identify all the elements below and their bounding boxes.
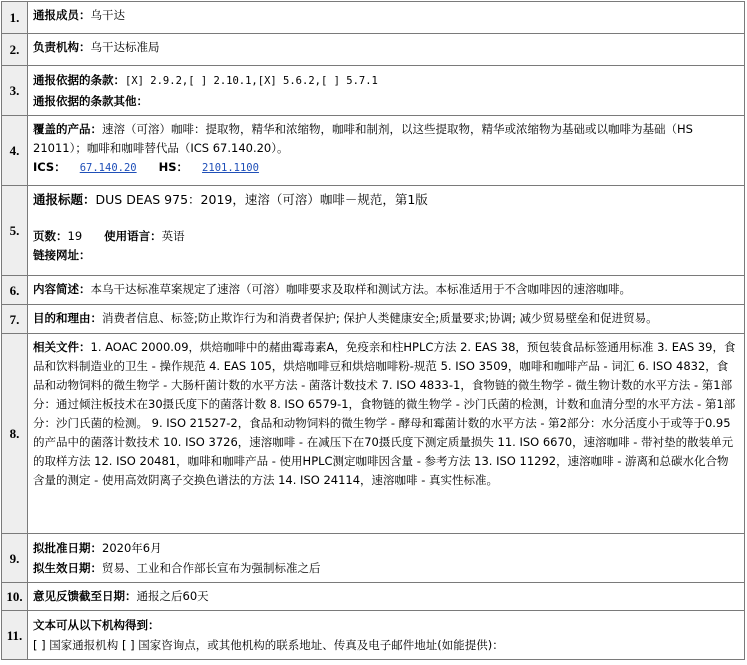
row-7	[2, 305, 745, 334]
agency-value: 乌干达标准局	[90, 40, 160, 54]
adoption-date-label: 拟批准日期：	[33, 541, 102, 555]
row-number: 4.	[2, 116, 28, 186]
row-11	[2, 611, 745, 660]
row-number: 8.	[2, 334, 28, 534]
products-value: 速溶（可溶）咖啡：提取物，精华和浓缩物，咖啡和制剂，以这些提取物，精华或浓缩物为基础或以咖啡为基础（HS 21011）；咖啡和咖啡替代品（ICS 67.140.20）。	[33, 122, 693, 155]
availability-value: [ ] 国家通报机构 [ ] 国家咨询点，或其他机构的联系地址、传真及电子邮件地址(如能提供)：	[33, 638, 504, 652]
dates-cell	[28, 534, 745, 583]
row-2	[2, 34, 745, 66]
notification-table	[1, 1, 745, 660]
row-number: 3.	[2, 66, 28, 116]
member-label: 通报成员：	[33, 8, 91, 22]
hs-label: HS：	[158, 160, 189, 174]
deadline-cell	[28, 583, 745, 611]
deadline-label: 意见反馈截至日期：	[33, 589, 137, 603]
title-cell	[28, 186, 745, 276]
objective-label: 目的和理由：	[33, 311, 102, 325]
description-cell	[28, 276, 745, 305]
language-label: 使用语言：	[104, 229, 162, 243]
documents-value: 1. AOAC 2000.09，烘焙咖啡中的赭曲霉毒素A，免疫亲和柱HPLC方法 2. EAS 38，预包装食品标签通用标准 3. EAS 39，食品和饮料制造业的卫生 - 操作规范 4. EAS 105，烘焙咖啡豆和烘焙咖啡粉-规范 5. ISO 3509，咖啡和咖啡产品 - 词汇 6. ISO 4832，食品和动物饲料的微生物学 - 大肠杆菌计数的水平方法 - 菌落计数技术 7. ISO 4833-1，食物链的微生物学 - 微生物计数的水平方法 - 第1部分：通过倾注板技术在30摄氏度下的菌落计数 8. ISO 6579-1，食物链的微生物学 - 沙门氏菌的检测，计数和血清分型的水平方法 - 第1部分：沙门氏菌的检测。 9. ISO 21527-2，食品和动物饲料的微生物学 - 酵母和霉菌计数的水平方法 - 第2部分：水分活度小于或等于0.95的产品中的菌落计数技术 10. ISO 3726，速溶咖啡 - 在减压下在70摄氏度下测定质量损失 11. ISO 6670，速溶咖啡 - 带衬垫的散装单元的取样方法 12. ISO 20481，咖啡和咖啡产品 - 使用HPLC测定咖啡因含量 - 参考方法 13. ISO 11292，速溶咖啡 - 游离和总碳水化合物含量的测定 - 使用高效阴离子交换色谱法的方法 14. ISO 24114，速溶咖啡 - 真实性标准。	[33, 340, 736, 487]
row-3	[2, 66, 745, 116]
ics-link[interactable]: 67.140.20	[79, 162, 137, 174]
row-number: 7.	[2, 305, 28, 334]
effective-date-value: 贸易、工业和合作部长宣布为强制标准之后	[102, 561, 321, 575]
deadline-value: 通报之后60天	[136, 589, 209, 603]
documents-cell	[28, 334, 745, 534]
hs-link[interactable]: 2101.1100	[202, 162, 259, 174]
articles-other-label: 通报依据的条款其他：	[33, 94, 148, 108]
row-8	[2, 334, 745, 534]
row-10	[2, 583, 745, 611]
effective-date-label: 拟生效日期：	[33, 561, 102, 575]
title-label: 通报标题：	[33, 192, 96, 207]
title-value: DUS DEAS 975：2019，速溶（可溶）咖啡－规范，第1版	[95, 192, 428, 207]
articles-cell	[28, 66, 745, 116]
products-cell	[28, 116, 745, 186]
adoption-date-value: 2020年6月	[102, 541, 162, 555]
objective-cell	[28, 305, 745, 334]
pages-value: 19	[67, 229, 83, 243]
row-number: 2.	[2, 34, 28, 66]
documents-label: 相关文件：	[33, 340, 91, 354]
availability-label: 文本可从以下机构得到：	[33, 618, 160, 632]
member-value: 乌干达	[90, 8, 125, 22]
objective-value: 消费者信息、标签;防止欺诈行为和消费者保护; 保护人类健康安全;质量要求;协调; 减少贸易壁垒和促进贸易。	[102, 311, 658, 325]
row-number: 5.	[2, 186, 28, 276]
link-label: 链接网址：	[33, 248, 91, 262]
row-1	[2, 2, 745, 34]
language-value: 英语	[161, 229, 185, 243]
member-cell	[28, 2, 745, 34]
row-number: 6.	[2, 276, 28, 305]
availability-cell	[28, 611, 745, 660]
ics-label: ICS：	[33, 160, 66, 174]
pages-label: 页数：	[33, 229, 68, 243]
row-6	[2, 276, 745, 305]
articles-label: 通报依据的条款：	[33, 73, 125, 87]
row-5	[2, 186, 745, 276]
articles-value: [X] 2.9.2,[ ] 2.10.1,[X] 5.6.2,[ ] 5.7.1	[125, 75, 378, 87]
row-number: 1.	[2, 2, 28, 34]
row-number: 9.	[2, 534, 28, 583]
description-label: 内容简述：	[33, 282, 91, 296]
description-value: 本乌干达标准草案规定了速溶（可溶）咖啡要求及取样和测试方法。本标准适用于不含咖啡因的速溶咖啡。	[90, 282, 631, 296]
row-number: 11.	[2, 611, 28, 660]
row-4	[2, 116, 745, 186]
row-number: 10.	[2, 583, 28, 611]
agency-label: 负责机构：	[33, 40, 91, 54]
agency-cell	[28, 34, 745, 66]
products-label: 覆盖的产品：	[33, 122, 102, 136]
row-9	[2, 534, 745, 583]
